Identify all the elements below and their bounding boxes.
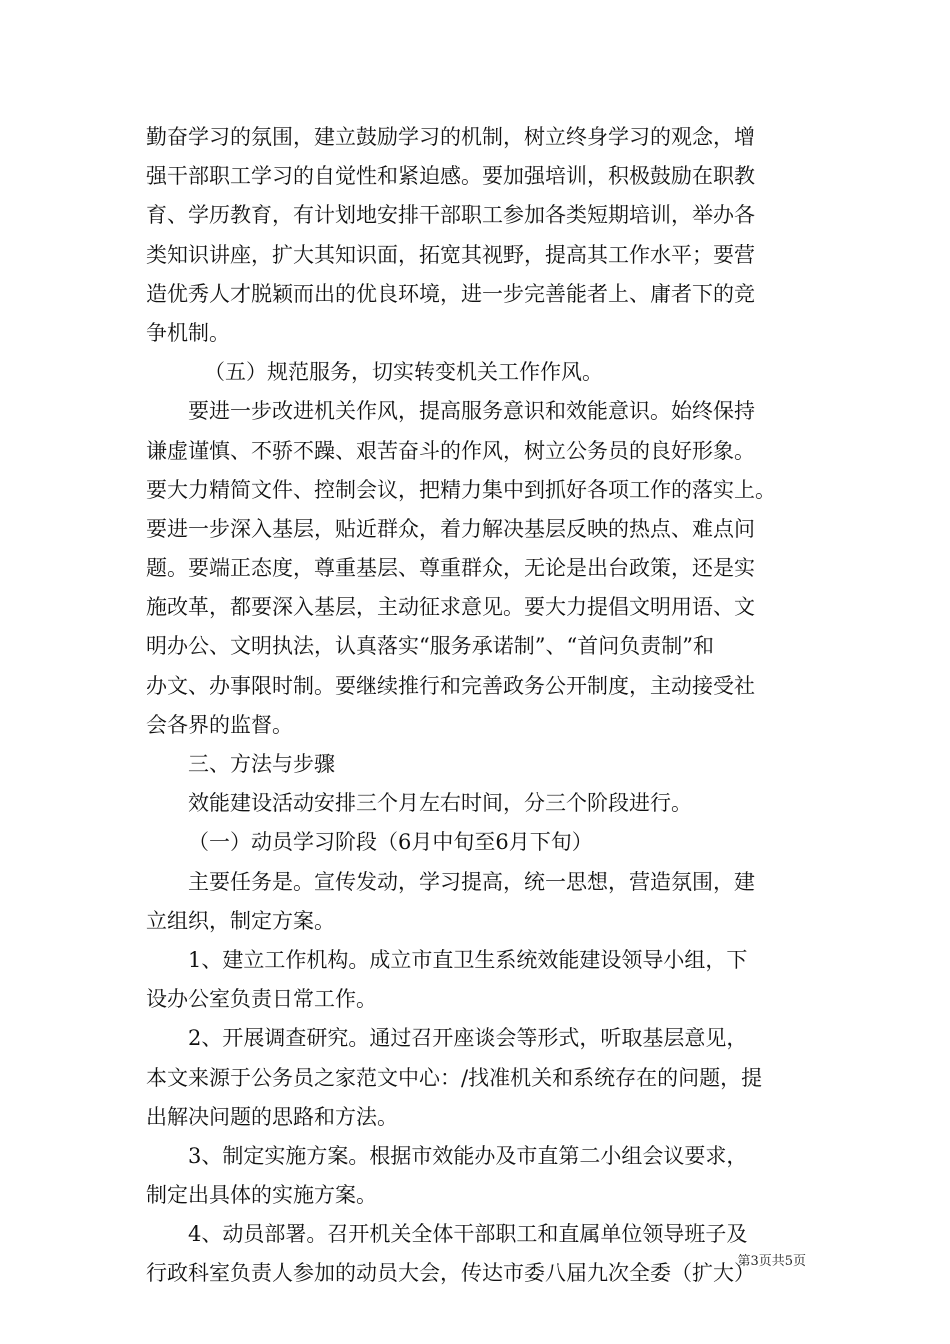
text-line: 效能建设活动安排三个月左右时间，分三个阶段进行。 — [188, 791, 692, 816]
text-line: 本文来源于公务员之家范文中心：/找准机关和系统存在的问题，提 — [146, 1065, 763, 1090]
text-line: 设办公室负责日常工作。 — [146, 987, 377, 1012]
text-line: 育、学历教育，有计划地安排干部职工参加各类短期培训，举办各 — [146, 203, 755, 228]
text-line: 明办公、文明执法，认真落实“服务承诺制”、“首问负责制”和 — [146, 634, 714, 659]
text-line: 3、制定实施方案。根据市效能办及市直第二小组会议要求， — [188, 1143, 748, 1168]
text-line: 题。要端正态度，尊重基层、尊重群众，无论是出台政策，还是实 — [146, 556, 755, 581]
text-line: 强干部职工学习的自觉性和紧迫感。要加强培训，积极鼓励在职教 — [146, 164, 755, 189]
text-line: 施改革，都要深入基层，主动征求意见。要大力提倡文明用语、文 — [146, 595, 755, 620]
text-line: 争机制。 — [146, 320, 230, 345]
text-line: 行政科室负责人参加的动员大会，传达市委八届九次全委（扩大） — [146, 1261, 755, 1286]
section-heading: （五）规范服务，切实转变机关工作作风。 — [204, 360, 603, 385]
text-line: 要大力精简文件、控制会议，把精力集中到抓好各项工作的落实上。 — [146, 477, 776, 502]
text-line: 谦虚谨慎、不骄不躁、艰苦奋斗的作风，树立公务员的良好形象。 — [146, 438, 755, 463]
text-line: 勤奋学习的氛围，建立鼓励学习的机制，树立终身学习的观念，增 — [146, 125, 755, 149]
text-line: 造优秀人才脱颖而出的优良环境，进一步完善能者上、庸者下的竞 — [146, 281, 755, 306]
text-line: 立组织，制定方案。 — [146, 908, 335, 933]
text-line: 主要任务是。宣传发动，学习提高，统一思想，营造氛围，建 — [188, 869, 755, 894]
text-line: 办文、办事限时制。要继续推行和完善政务公开制度，主动接受社 — [146, 673, 755, 698]
text-line: 制定出具体的实施方案。 — [146, 1183, 377, 1208]
text-line: 出解决问题的思路和方法。 — [146, 1104, 398, 1129]
page-number: 第3页共5页 — [737, 1254, 806, 1269]
section-heading: （一）动员学习阶段（6月中旬至6月下旬） — [188, 830, 593, 855]
document-body — [146, 118, 812, 1294]
section-heading: 三、方法与步骤 — [188, 752, 335, 776]
text-line: 会各界的监督。 — [146, 712, 293, 737]
text-line: 要进一步改进机关作风，提高服务意识和效能意识。始终保持 — [188, 399, 755, 424]
text-line: 类知识讲座，扩大其知识面，拓宽其视野，提高其工作水平；要营 — [146, 242, 755, 267]
text-line: 要进一步深入基层，贴近群众，着力解决基层反映的热点、难点问 — [146, 516, 755, 541]
text-line: 4、动员部署。召开机关全体干部职工和直属单位领导班子及 — [188, 1222, 748, 1247]
text-line: 1、建立工作机构。成立市直卫生系统效能建设领导小组，下 — [188, 947, 748, 972]
text-line: 2、开展调查研究。通过召开座谈会等形式，听取基层意见， — [188, 1026, 748, 1051]
